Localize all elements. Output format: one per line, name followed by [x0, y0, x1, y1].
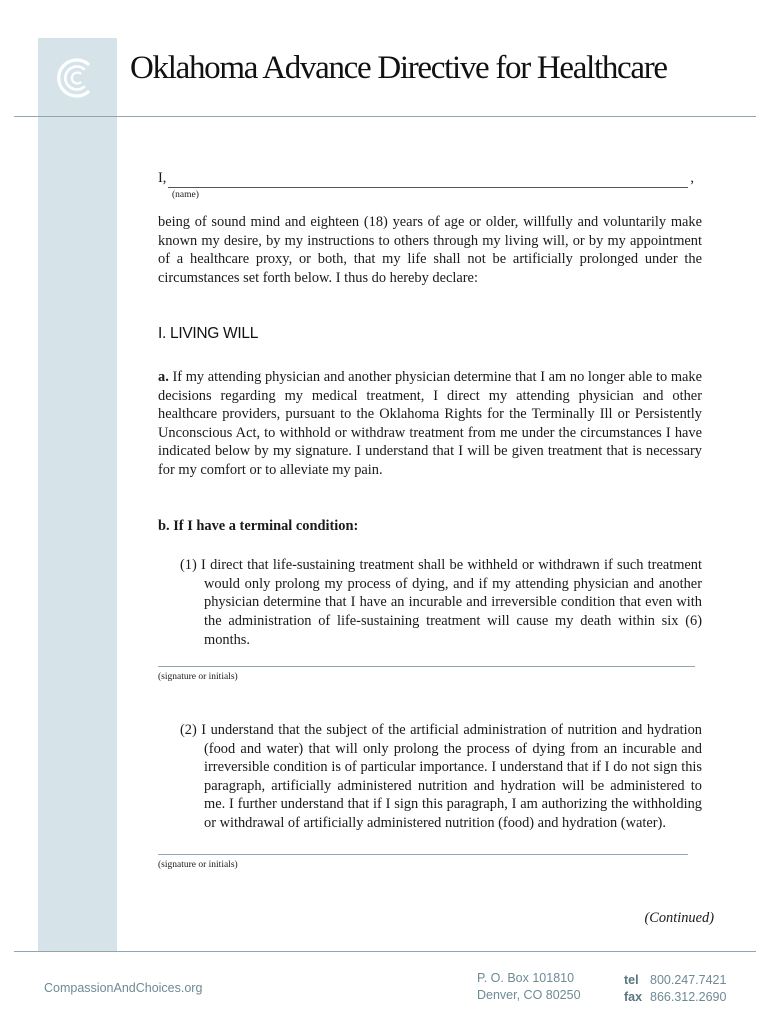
tel-number: 800.247.7421	[650, 973, 727, 987]
document-body	[158, 170, 702, 871]
intro-paragraph: being of sound mind and eighteen (18) years of age or older, willfully and voluntarily make known my desire, by my instructions to others through my living will, or by my appointment of a healthcare proxy, or both, that my life shall not be artificially prolonged under the circumstances set forth below. I thus do hereby declare:	[158, 214, 702, 286]
footer-divider	[14, 951, 756, 952]
paragraph-a-label: a.	[158, 368, 169, 385]
signature-field-1[interactable]	[158, 665, 695, 667]
living-will-heading: I. LIVING WILL	[158, 325, 259, 343]
signature-field-2[interactable]	[158, 853, 688, 855]
paragraph-a	[158, 368, 702, 480]
fax-number: 866.312.2690	[650, 990, 727, 1004]
declaration-prefix: I,	[158, 170, 167, 187]
address-line-1: P. O. Box 101810	[477, 971, 575, 985]
signature-caption-1: (signature or initials)	[158, 672, 238, 683]
sidebar-band	[38, 38, 117, 951]
terminal-item-2: (2) I understand that the subject of the artificial administration of nutrition and hydration (food and water) that will only prolong the process of dying from an incurable and irreversible condition is of particular importance. I understand that if I do not sign this paragraph, artificially administered nutrition and hydration will be administered to me. I further understand that if I sign this paragraph, I am authorizing the withholding or withdrawal of artificially administered nutrition (food) and hydration (water).	[180, 722, 702, 832]
footer-contact	[624, 972, 726, 1006]
continued-note: (Continued)	[644, 910, 714, 926]
compassion-and-choices-logo-icon	[50, 52, 102, 104]
address-line-2: Denver, CO 80250	[477, 988, 581, 1002]
tel-row	[624, 972, 726, 989]
paragraph-a-text: If my attending physician and another physician determine that I am no longer able to make decisions regarding my medical treatment, I direct my attending physician and other healthcare providers, pursuant to the Oklahoma Rights for the Terminally Ill or Persistently Unconscious Act, to withhold or withdraw treatment from me under the circumstances I have indicated below by my signature. I understand that I will be given treatment that is necessary for my comfort or to alleviate my pain.	[158, 368, 702, 478]
name-field[interactable]	[168, 172, 688, 188]
tel-label: tel	[624, 973, 639, 987]
name-line	[158, 170, 702, 188]
fax-label: fax	[624, 990, 643, 1004]
declaration-suffix: ,	[690, 170, 694, 187]
terminal-item-1: (1) I direct that life-sustaining treatment shall be withheld or withdrawn if such treatment would only prolong my process of dying, and if my attending physician and another physician determine that I have an incurable and irreversible condition that even with the administration of life-sustaining treatment will cause my death within six (6) months.	[180, 557, 702, 648]
document-title: Oklahoma Advance Directive for Healthcare	[130, 50, 667, 86]
signature-caption-2: (signature or initials)	[158, 859, 238, 870]
paragraph-b-heading: b. If I have a terminal condition:	[158, 517, 359, 534]
header-divider	[14, 116, 756, 117]
fax-row	[624, 989, 726, 1006]
footer-address	[477, 970, 581, 1004]
name-caption: (name)	[172, 190, 199, 200]
footer-website[interactable]: CompassionAndChoices.org	[44, 981, 203, 995]
